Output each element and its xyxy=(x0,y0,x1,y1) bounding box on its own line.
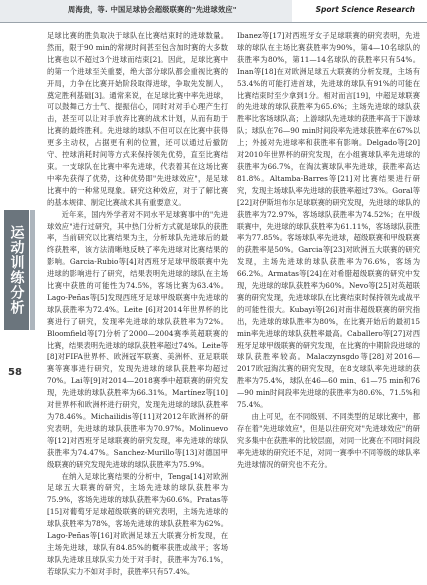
journal-name: Sport Science Research xyxy=(315,5,415,14)
section-label: 运动训练分析 xyxy=(8,225,25,315)
paragraph: 在纳入足球比赛结果的分析中，Tenga[14]对欧洲足球五大联赛的研究，主场先进球的球队获胜率为75.9%，客场先进球的球队获胜率为60.6%。Pratas等[15]对葡萄牙足球超级联赛的研究表明，主场先进球的球队获胜率为78%，客场先进球的球队获胜率为62%。Lago-Peñas等[16]对欧洲足球五大联赛分析发现，在主场先进球，球队有84.85%的概率获胜或战平；客场球队先进球且球队实力处于对手时，获胜率为76.1%，若球队实力不如对手时，获胜率只有57.4%。 xyxy=(47,471,228,576)
page-number: 58 xyxy=(8,367,22,378)
side-tab xyxy=(0,60,37,585)
header-right xyxy=(292,0,427,22)
left-column xyxy=(47,30,228,578)
header-divider xyxy=(0,22,427,23)
side-tab-accent xyxy=(30,210,35,330)
header-left-band xyxy=(0,0,292,22)
paragraph: 足球比赛的胜负取决于球队在比赛结束时的进球数量。然而，限于90 min的常规时间甚至包含加时赛的大多数比赛也以不超过3个进球而结束[2]。因此，足球比赛中的第一个进球至关重要，绝大部分球队都会重视比赛的开局，力争在比赛开始阶段取得进球，争取先发制人，奠定胜利基础[3]。通常来说，在足球比赛中率先进球，可以鼓舞己方士气、提振信心，同时对对手心理产生打击，甚至可以让对手放弃比赛的战术计划，从而有助于比赛的最终胜利。先进球的球队不但可以在比赛中获得更多主动权，占据更有利的位置，还可以通过后撤防守、控球消耗时间等方式来保持领先优势，直至比赛结束。一支球队在比赛中率先进球，代表着其在这场比赛中率先获得了优势，这种优势即"先进球效应"，是足球比赛中的一种常见现象。研究这种效应，对于了解比赛的基本规律、制定比赛战术具有重要意义。 xyxy=(47,31,228,207)
paragraph: 近年来，国内外学者对不同水平足球赛事中的"先进球效应"进行过研究，其中热门分析方式就是球队的获胜率，当前研究以比赛结果为主，分析球队先进球后的最终获胜率，该方法清晰地反映了率先进球对比赛结果的影响。Garcia-Rubio等[4]对西班牙足球甲级联赛中先进球的影响进行了研究，结果表明先进球的球队在主场比赛中获胜的可能性为74.5%，客场比赛为63.4%。Lago-Peñas等[5]发现西班牙足球甲级联赛中先进球的球队获胜率为72.4%。Leite [6]对2014年世界杯的比赛进行了研究，发现率先进球的球队获胜率为72%。Bloomfield等[7]分析了2000—2004赛季英超联赛的比赛，结果表明先进球的球队获胜率超过74%。Leite等[8]对FIFA世界杯、欧洲冠军联赛、美洲杯、亚足联联赛等赛事进行研究，发现先进球的球队获胜率均超过70%。Lai等[9]对2014—2018赛季中超联赛的研究发现，先进球的球队获胜率为66.31%。Martínez等[10]对世界杯和欧洲杯进行研究，发现先进球的球队获胜率为78.46%。Michailidis等[11]对2012年欧洲杯的研究表明，先进球的球队获胜率为70.97%。Molinuevo等[12]对西班牙足球联赛的研究发现，率先进球的球队获胜率为74.47%。Sanchez-Murillo等[13]对德国甲级联赛的研究发现先进球的球队获胜率为75.9%。 xyxy=(47,209,228,469)
right-column xyxy=(237,30,420,471)
paragraph: Ibanez等[17]对西班牙女子足球联赛的研究表明，先进球的球队在主场比赛获胜率为90%，第4—10名球队的获胜率为80%，第11—14名球队的获胜率只有54%。Inan等[18]在对欧洲足球五大联赛的分析发现，主场有53.4%的可能打进首球，先进球的球队有91%的可能在比赛结束时至少拿到1分。相对而言[19]，中超足球联赛的先进球的球队获胜率为65.6%；主场先进球的球队获胜率比客场球队高；上游球队先进球的获胜率高于下游球队；球队在76—90 min时间段率先进球获胜率在67%以上；外援对先进球率和获胜率有影响。Delgado等[20]对2010年世界杯的研究发现，在小组赛球队率先进球的获胜率为66.7%，在淘汰赛球队率先进球，获胜率高达81.8%。Altamba-Barres等[21]对比赛结果进行研究，发现主场球队率先进球的获胜率超过73%。Goral等[22]对伊斯坦布尔足球联赛的研究发现，先进球的球队的获胜率为72.97%，客场球队获胜率为74.52%；在甲级联赛中，先进球的球队获胜率为61.11%，客场球队获胜率为77.85%。客场球队率先进球，超级联赛和甲级联赛的获胜率是50%。Garcia等[23]对欧洲五大联赛的研究发现，主场先进球的球队获胜率为76.6%，客场为66.2%。Armatas等[24]在对希腊超级联赛的研究中发现，先进球的球队获胜率为60%。Nevo等[25]对英超联赛的研究发现，先进球球队在比赛结束时保持领先或战平的可能性很大。Kubayi等[26]对南非超级联赛的研究指出，先进球的球队胜率为80%，在比赛开始后的最初15 min率先进球的球队获胜率最高。Caballero等[27]对西班牙足球甲级联赛的研究发现，在比赛的中期阶段进球的球队获胜率较高。Malaczynsgdo等[28]对2016—2017欧冠淘汰赛的研究发现，在8支球队率先进球的获胜率为75.4%，球队在46—60 min、61—75 min和76—90 min时间段率先进球的获胜率为80.6%、71.5%和75.4%。 xyxy=(237,31,420,410)
running-header xyxy=(0,0,427,22)
paragraph: 由上可见，在不同级别、不同类型的足球比赛中，都存在着"先进球效应"，但是以往研究对"先进球效应"的研究多集中在获胜率的比较层面，对同一比赛在不同时间段率先进球的研究还不足，对同一赛季中不同等级的球队率先进球情况的研究也不充分。 xyxy=(237,412,420,469)
running-title: 周海贵，等. 中国足球协会超级联赛的"先进球效应" xyxy=(68,5,237,14)
